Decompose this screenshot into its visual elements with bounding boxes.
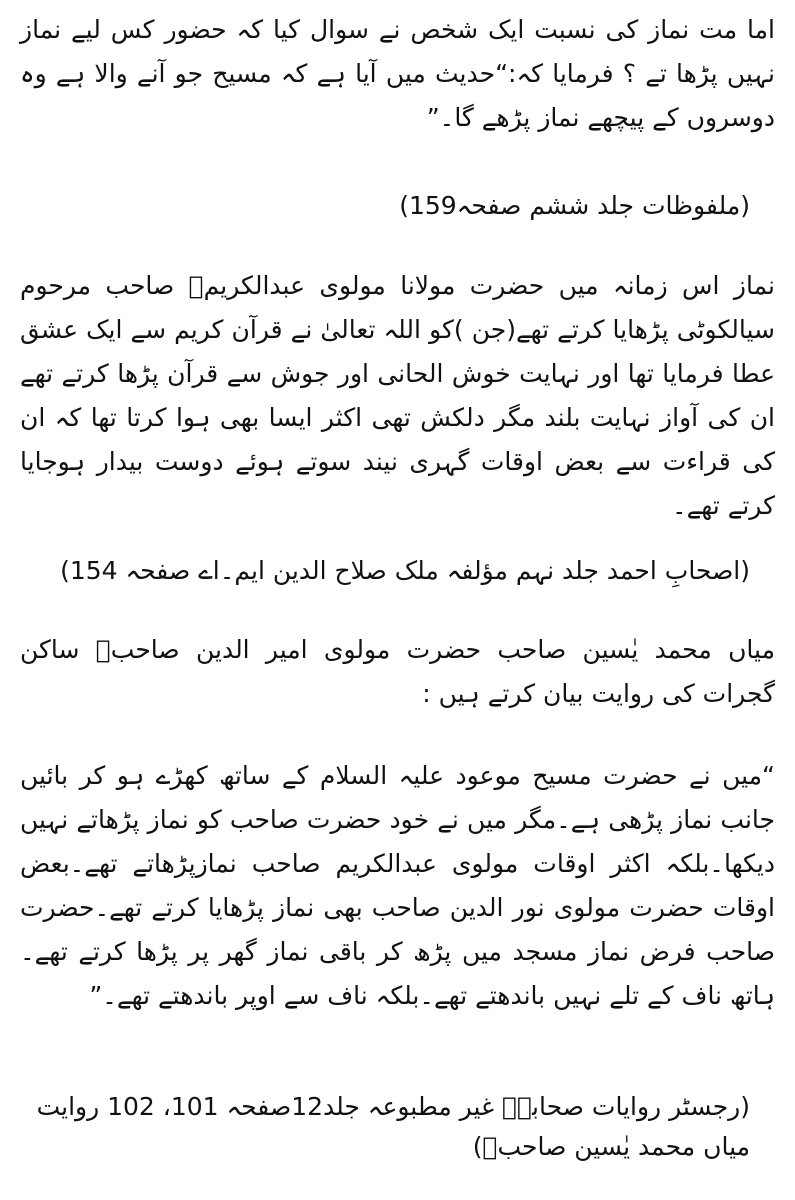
paragraph-riwayat-intro: میاں محمد یٰسین صاحب حضرت مولوی امیر الدین صاحبؓ ساکن گجرات کی روایت بیان کرتے ہیں : xyxy=(20,635,775,708)
reference-malfoozat: (ملفوظات جلد ششم صفحہ159) xyxy=(399,191,750,220)
paragraph-abdul-karim: نماز اس زمانہ میں حضرت مولانا مولوی عبدالکریمؓ صاحب مرحوم سیالکوٹی پڑھایا کرتے تھے(جن )کو اللہ تعالیٰ نے قرآن کریم سے ایک عشق عطا فرمایا تھا اور نہایت خوش الحانی اور جوش سے قرآن پڑھا کرتے تھے ان کی آواز نہایت بلند مگر دلکش تھی اکثر ایسا بھی ہوا کرتا تھا کہ ان کی قراءت سے بعض اوقات گہری نیند سوتے ہوئے دوست بیدار ہوجایا کرتے تھے۔ xyxy=(20,271,775,520)
reference-ashab-ahmad: (اصحابِ احمد جلد نہم مؤلفہ ملک صلاح الدین ایم۔اے صفحہ 154) xyxy=(60,556,750,585)
paragraph-namaz-question: اما مت نماز کی نسبت ایک شخص نے سوال کیا کہ حضور کس لیے نماز نہیں پڑھا تے ؟ فرمایا کہ:“حدیث میں آیا ہے کہ مسیح جو آنے والا ہے وہ دوسروں کے پیچھے نماز پڑھے گا۔” xyxy=(20,15,775,132)
reference-register-riwayat: (رجسٹر روایات صحابہؓ غیر مطبوعہ جلد12صفحہ 101، 102 روایت میاں محمد یٰسین صاحبؓ) xyxy=(36,1092,750,1161)
paragraph-riwayat-quote: “میں نے حضرت مسیح موعود علیہ السلام کے ساتھ کھڑے ہو کر بائیں جانب نماز پڑھی ہے۔مگر میں نے خود حضرت صاحب کو نماز پڑھاتے نہیں دیکھا۔بلکہ اکثر اوقات مولوی عبدالکریم صاحب نمازپڑھاتے تھے۔بعض اوقات حضرت مولوی نور الدین صاحب بھی نماز پڑھایا کرتے تھے۔حضرت صاحب فرض نماز مسجد میں پڑھ کر باقی نماز گھر پر پڑھا کرتے تھے۔ہاتھ ناف کے تلے نہیں باندھتے تھے۔بلکہ ناف سے اوپر باندھتے تھے۔” xyxy=(20,761,775,1010)
